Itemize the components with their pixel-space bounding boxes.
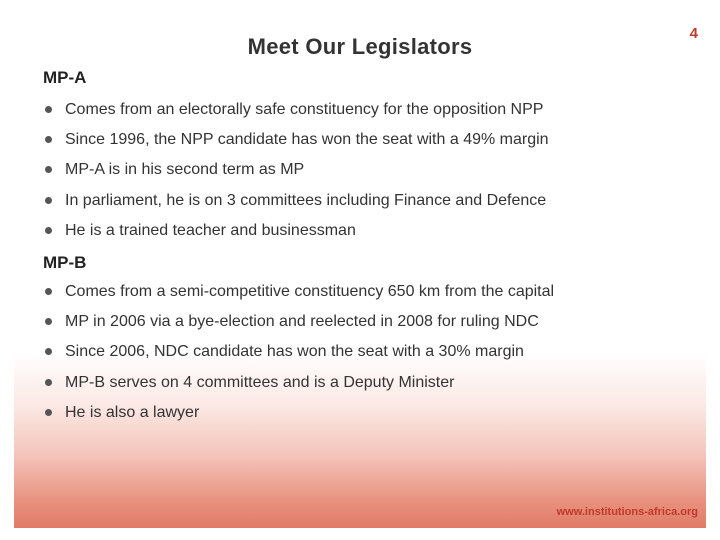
slide-title: Meet Our Legislators [247,34,473,59]
bullet-list-mp-b [43,282,554,433]
bullet-text: He is also a lawyer [65,403,200,421]
bullet-icon [45,379,52,386]
bullet-icon [45,136,52,143]
list-item [43,312,554,342]
list-item [43,403,554,433]
list-item [43,282,554,312]
bullet-text: MP in 2006 via a bye-election and reelected in 2008 for ruling NDC [65,313,539,331]
bullet-text: Since 2006, NDC candidate has won the seat with a 30% margin [65,343,524,361]
list-item [43,221,549,251]
bullet-text: Comes from a semi-competitive constituency 650 km from the capital [65,283,555,300]
slide-background [14,12,706,528]
bullet-text: MP-A is in his second term as MP [65,161,305,179]
page-number: 4 [689,25,698,42]
list-item [43,160,549,190]
list-item [43,191,549,221]
bullet-icon [45,106,52,113]
bullet-text: MP-B serves on 4 committees and is a Deputy Minister [65,373,455,391]
list-item [43,130,549,160]
bullet-list-mp-a [43,100,549,251]
bullet-icon [45,348,52,355]
bullet-icon [45,409,52,416]
bullet-text: Comes from an electorally safe constituency for the opposition NPP [65,101,544,118]
bullet-icon [45,197,52,204]
bullet-icon [45,318,52,325]
list-item [43,100,549,130]
list-item [43,373,554,403]
bullet-icon [45,166,52,173]
bullet-icon [45,288,52,295]
section-heading-mp-b: MP-B [43,253,87,272]
section-heading-mp-a: MP-A [43,68,87,87]
list-item [43,342,554,372]
bullet-text: He is a trained teacher and businessman [65,221,356,239]
bullet-text: In parliament, he is on 3 committees including Finance and Defence [65,191,547,209]
bullet-icon [45,227,52,234]
bullet-text: Since 1996, the NPP candidate has won the seat with a 49% margin [65,131,549,149]
footer-url-link[interactable]: www.institutions-africa.org [556,506,698,518]
